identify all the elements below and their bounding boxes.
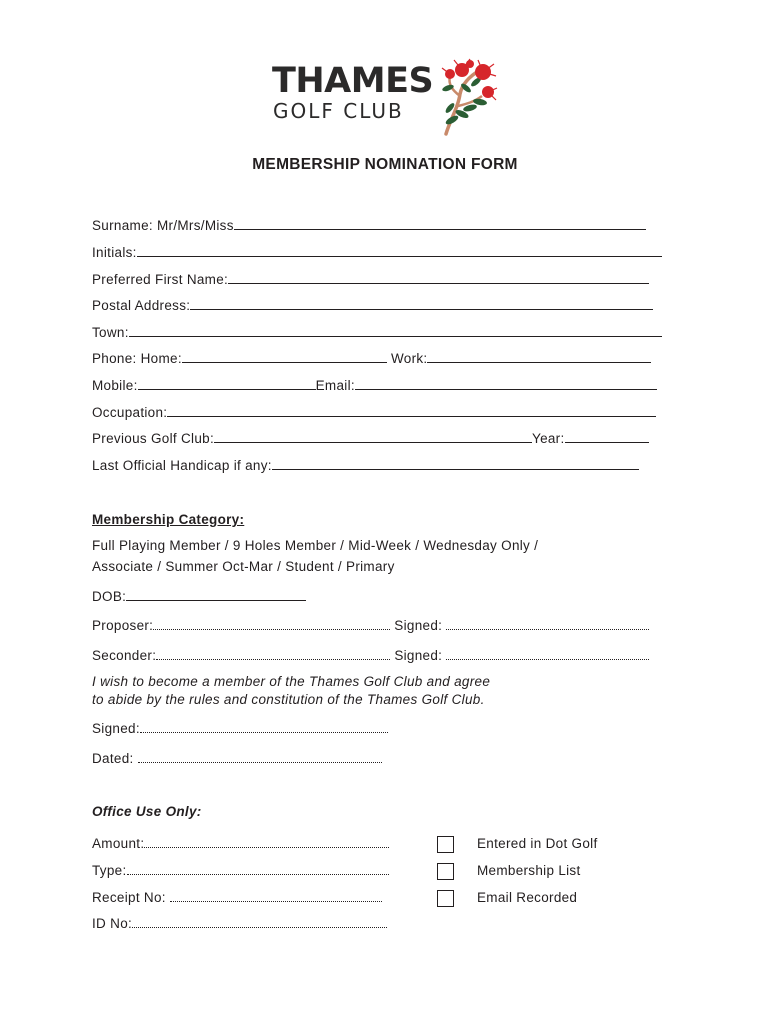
entered-in-dot-golf-checkbox[interactable] — [437, 836, 454, 853]
preferred-first-name-line[interactable] — [228, 271, 649, 284]
dated-field[interactable] — [92, 750, 382, 768]
email-line[interactable] — [355, 377, 657, 390]
id-no-line[interactable] — [132, 915, 387, 928]
initials-line[interactable] — [137, 244, 662, 257]
declaration-line1: I wish to become a member of the Thames Golf Club and agree — [92, 674, 491, 689]
town-field[interactable] — [92, 324, 662, 342]
pohutukawa-flower-icon — [436, 58, 498, 138]
seconder-field[interactable] — [92, 647, 649, 665]
seconder-signed-label: Signed: — [394, 648, 443, 663]
phone-home-label: Phone: Home: — [92, 351, 182, 366]
phone-field[interactable] — [92, 350, 651, 368]
receipt-no-label: Receipt No: — [92, 890, 166, 905]
id-no-label: ID No: — [92, 916, 133, 931]
year-line[interactable] — [565, 430, 649, 443]
town-label: Town: — [92, 325, 129, 340]
surname-label: Surname: Mr/Mrs/Miss — [92, 218, 234, 233]
occupation-line[interactable] — [167, 404, 656, 417]
office-use-heading: Office Use Only: — [92, 804, 202, 819]
logo-golf-club-text: GOLF CLUB — [273, 99, 404, 123]
membership-options-line2: Associate / Summer Oct-Mar / Student / Primary — [92, 559, 395, 574]
amount-label: Amount: — [92, 836, 145, 851]
previous-golf-club-label: Previous Golf Club: — [92, 431, 214, 446]
initials-field[interactable] — [92, 244, 662, 262]
amount-line[interactable] — [144, 835, 389, 848]
occupation-label: Occupation: — [92, 405, 168, 420]
last-handicap-label: Last Official Handicap if any: — [92, 458, 272, 473]
postal-address-label: Postal Address: — [92, 298, 191, 313]
amount-field[interactable] — [92, 835, 389, 853]
applicant-signed-label: Signed: — [92, 721, 140, 736]
previous-golf-club-field[interactable] — [92, 430, 649, 448]
mobile-email-field[interactable] — [92, 377, 657, 395]
email-label: Email: — [315, 378, 355, 393]
preferred-first-name-label: Preferred First Name: — [92, 272, 229, 287]
last-handicap-line[interactable] — [272, 457, 639, 470]
dated-line[interactable] — [138, 750, 382, 763]
dob-label: DOB: — [92, 589, 127, 604]
membership-category-heading: Membership Category: — [92, 512, 245, 527]
work-line[interactable] — [427, 350, 651, 363]
dated-label: Dated: — [92, 751, 134, 766]
occupation-field[interactable] — [92, 404, 656, 422]
membership-list-checkbox[interactable] — [437, 863, 454, 880]
declaration-line2: to abide by the rules and constitution of the Thames Golf Club. — [92, 692, 485, 707]
mobile-label: Mobile: — [92, 378, 138, 393]
receipt-no-field[interactable] — [92, 889, 382, 907]
surname-line[interactable] — [234, 217, 646, 230]
type-line[interactable] — [127, 862, 389, 875]
proposer-label: Proposer: — [92, 618, 154, 633]
last-handicap-field[interactable] — [92, 457, 639, 475]
work-label: Work: — [390, 351, 428, 366]
type-field[interactable] — [92, 862, 389, 880]
id-no-field[interactable] — [92, 915, 387, 933]
proposer-line[interactable] — [153, 617, 390, 630]
email-recorded-label: Email Recorded — [477, 890, 578, 905]
proposer-signed-label: Signed: — [394, 618, 443, 633]
type-label: Type: — [92, 863, 127, 878]
postal-address-field[interactable] — [92, 297, 653, 315]
surname-field[interactable] — [92, 217, 646, 235]
membership-list-label: Membership List — [477, 863, 581, 878]
dob-field[interactable] — [92, 588, 306, 606]
preferred-first-name-field[interactable] — [92, 271, 649, 289]
year-label: Year: — [532, 431, 565, 446]
initials-label: Initials: — [92, 245, 137, 260]
email-recorded-checkbox[interactable] — [437, 890, 454, 907]
proposer-field[interactable] — [92, 617, 649, 635]
entered-in-dot-golf-label: Entered in Dot Golf — [477, 836, 598, 851]
postal-address-line[interactable] — [190, 297, 653, 310]
form-title: MEMBERSHIP NOMINATION FORM — [252, 156, 518, 173]
mobile-line[interactable] — [138, 377, 316, 390]
seconder-line[interactable] — [156, 647, 390, 660]
logo-thames-text: THAMES — [272, 61, 434, 101]
proposer-signed-line[interactable] — [446, 617, 649, 630]
seconder-label: Seconder: — [92, 648, 157, 663]
dob-line[interactable] — [126, 588, 306, 601]
applicant-signed-line[interactable] — [140, 720, 388, 733]
phone-home-line[interactable] — [182, 350, 387, 363]
seconder-signed-line[interactable] — [446, 647, 649, 660]
previous-golf-club-line[interactable] — [214, 430, 532, 443]
applicant-signed-field[interactable] — [92, 720, 388, 738]
membership-options-line1: Full Playing Member / 9 Holes Member / Mid-Week / Wednesday Only / — [92, 538, 539, 553]
town-line[interactable] — [129, 324, 662, 337]
receipt-no-line[interactable] — [170, 889, 382, 902]
